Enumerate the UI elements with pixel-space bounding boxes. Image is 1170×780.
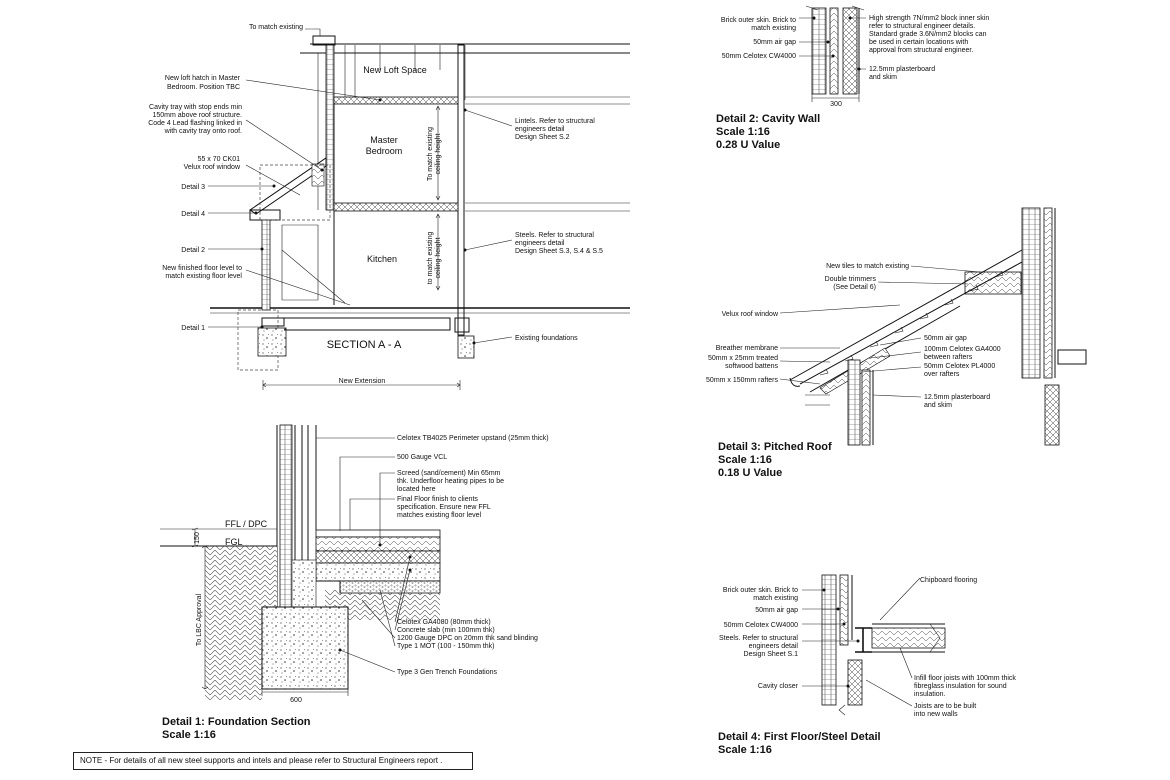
- note-brick-2: match existing: [753, 595, 798, 602]
- note-mot: Type 1 MOT (100 - 150mm thk): [397, 643, 495, 650]
- note-cavity-tray-1: Cavity tray with stop ends min: [149, 104, 242, 111]
- detail2-scale: Scale 1:16: [716, 126, 770, 138]
- note-brick-2: match existing: [751, 25, 796, 32]
- general-note: NOTE - For details of all new steel supports and intels and please refer to Structural Engineers report .: [73, 752, 473, 770]
- dim-300: 300: [830, 101, 842, 108]
- room-bedroom-line1: Master: [370, 135, 398, 145]
- detail2-title-block: [716, 113, 820, 152]
- note-brick-1: Brick outer skin. Brick to: [720, 17, 796, 24]
- note-joists-3: insulation.: [914, 691, 946, 698]
- note-existing-foundations: Existing foundations: [515, 335, 578, 342]
- section-title: SECTION A - A: [326, 339, 402, 351]
- note-ffl-2: match existing floor level: [165, 273, 242, 280]
- note-dpc: 1200 Gauge DPC on 20mm thk sand blinding: [397, 635, 538, 642]
- note-membrane: Breather membrane: [715, 345, 778, 352]
- note-ga4000-1: 100mm Celotex GA4000: [924, 346, 1001, 353]
- room-kitchen: Kitchen: [366, 254, 398, 264]
- note-steels-1: Steels. Refer to structural: [719, 635, 798, 642]
- detail1-scale: Scale 1:16: [162, 729, 216, 741]
- label-detail2: Detail 2: [181, 247, 205, 254]
- note-battens-2: softwood battens: [725, 363, 778, 370]
- note-steels-2: engineers detail: [748, 643, 798, 650]
- detail4-first-floor-steel: [719, 575, 1016, 718]
- label-detail4: Detail 4: [181, 211, 205, 218]
- note-steels-3: Design Sheet S.3, S.4 & S.5: [515, 248, 603, 255]
- detail3-title: Detail 3: Pitched Roof: [718, 441, 832, 453]
- label-fgl: FGL: [225, 537, 243, 547]
- note-ffl-1: New finished floor level to: [162, 265, 242, 272]
- note-battens-1: 50mm x 25mm treated: [707, 355, 778, 362]
- note-cavity-closer: Cavity closer: [757, 683, 798, 690]
- note-velux-1: 55 x 70 CK01: [197, 156, 240, 163]
- label-detail1: Detail 1: [181, 325, 205, 332]
- note-block-1: High strength 7N/mm2 block inner skin: [869, 15, 990, 22]
- note-celotex-ga4080: Celotex GA4080 (80mm thick): [397, 619, 491, 626]
- detail4-scale: Scale 1:16: [718, 744, 772, 756]
- detail3-uvalue: 0.18 U Value: [718, 467, 783, 479]
- note-tiles: New tiles to match existing: [826, 263, 909, 270]
- note-vcl: 500 Gauge VCL: [397, 454, 448, 461]
- note-upstand: Celotex TB4025 Perimeter upstand (25mm thick): [397, 435, 549, 442]
- ceiling-label-1a: To match existing: [427, 126, 434, 182]
- note-finish-2: specification. Ensure new FFL: [397, 504, 491, 511]
- note-finish-3: matches existing floor level: [397, 512, 482, 519]
- label-detail3: Detail 3: [181, 184, 205, 191]
- note-pl4000-1: 50mm Celotex PL4000: [924, 363, 996, 370]
- detail3-scale: Scale 1:16: [718, 454, 772, 466]
- note-screed-2: thk. Underfloor heating pipes to be: [397, 478, 505, 485]
- detail3-title-block: [718, 441, 832, 480]
- note-trimmers-2: (See Detail 6): [833, 284, 876, 291]
- note-concrete-slab: Concrete slab (min 100mm thk): [397, 627, 495, 634]
- note-steels-3: Design Sheet S.1: [743, 651, 798, 658]
- section-a-a: [148, 24, 630, 390]
- note-built-2: into new walls: [914, 711, 958, 718]
- note-chipboard: Chipboard flooring: [920, 577, 978, 584]
- ceiling-label-2b: ceiling height: [435, 237, 442, 279]
- dim-150: 150: [194, 532, 201, 544]
- dim-new-extension: New Extension: [338, 378, 386, 385]
- note-block-2: refer to structural engineer details.: [869, 23, 976, 30]
- note-screed-1: Screed (sand/cement) Min 65mm: [397, 470, 501, 477]
- detail2-uvalue: 0.28 U Value: [716, 139, 781, 151]
- note-block-4: be used in certain locations with: [869, 39, 969, 46]
- note-loft-hatch-1: New loft hatch in Master: [164, 75, 240, 82]
- note-joists-1: Infill floor joists with 100mm thick: [914, 675, 1016, 682]
- note-airgap: 50mm air gap: [753, 39, 796, 46]
- detail1-title-block: [162, 716, 311, 742]
- detail1-foundation: [160, 425, 549, 704]
- note-cavity-tray-2: 150mm above roof structure.: [152, 112, 242, 119]
- note-plaster-2: and skim: [924, 402, 953, 409]
- detail2-cavity-wall: [721, 6, 989, 108]
- note-steels-2: engineers detail: [515, 240, 565, 247]
- note-trimmers-1: Double trimmers: [824, 276, 876, 283]
- note-celotex: 50mm Celotex CW4000: [723, 622, 798, 629]
- note-pl4000-2: over rafters: [924, 371, 960, 378]
- detail2-title: Detail 2: Cavity Wall: [716, 113, 821, 125]
- room-bedroom-line2: Bedroom: [365, 146, 403, 156]
- note-velux: Velux roof window: [721, 311, 778, 318]
- note-plaster-1: 12.5mm plasterboard: [869, 66, 936, 73]
- room-loft: New Loft Space: [363, 65, 427, 75]
- note-screed-3: located here: [397, 486, 436, 493]
- note-finish-1: Final Floor finish to clients: [397, 496, 478, 503]
- note-plaster-2: and skim: [869, 74, 898, 81]
- note-brick-1: Brick outer skin. Brick to: [722, 587, 798, 594]
- note-block-5: approval from structural engineer.: [869, 47, 974, 54]
- label-ffl-dpc: FFL / DPC: [225, 519, 268, 529]
- dim-600: 600: [290, 697, 302, 704]
- note-velux-2: Velux roof window: [183, 164, 240, 171]
- note-cavity-tray-4: with cavity tray onto roof.: [164, 128, 242, 135]
- detail4-title: Detail 4: First Floor/Steel Detail: [718, 731, 881, 743]
- note-joists-2: fibreglass insulation for sound: [914, 683, 1007, 690]
- label-to-match-existing: To match existing: [248, 24, 304, 31]
- note-lintels-1: Lintels. Refer to structural: [515, 118, 595, 125]
- note-airgap: 50mm air gap: [924, 335, 967, 342]
- note-airgap: 50mm air gap: [755, 607, 798, 614]
- note-cavity-tray-3: Code 4 Lead flashing linked in: [148, 120, 242, 127]
- note-plaster-1: 12.5mm plasterboard: [924, 394, 991, 401]
- note-built-1: Joists are to be built: [914, 703, 977, 710]
- note-loft-hatch-2: Bedroom. Position TBC: [166, 84, 240, 91]
- detail4-title-block: [718, 731, 881, 757]
- note-celotex-cw4000: 50mm Celotex CW4000: [721, 53, 796, 60]
- note-lintels-2: engineers detail: [515, 126, 565, 133]
- note-trench: Type 3 Gen Trench Foundations: [397, 669, 498, 676]
- label-lbc-approval: To LBC Approval: [196, 593, 203, 647]
- note-ga4000-2: between rafters: [924, 354, 973, 361]
- note-block-3: Standard grade 3.6N/mm2 blocks can: [869, 31, 987, 38]
- note-steels-1: Steels. Refer to structural: [515, 232, 594, 239]
- note-lintels-3: Design Sheet S.2: [515, 134, 570, 141]
- note-rafters: 50mm x 150mm rafters: [706, 377, 778, 384]
- ceiling-label-1b: ceiling height: [435, 133, 442, 175]
- ceiling-label-2a: to match existing: [427, 231, 434, 285]
- detail3-pitched-roof: [706, 208, 1086, 445]
- detail1-title: Detail 1: Foundation Section: [162, 716, 311, 728]
